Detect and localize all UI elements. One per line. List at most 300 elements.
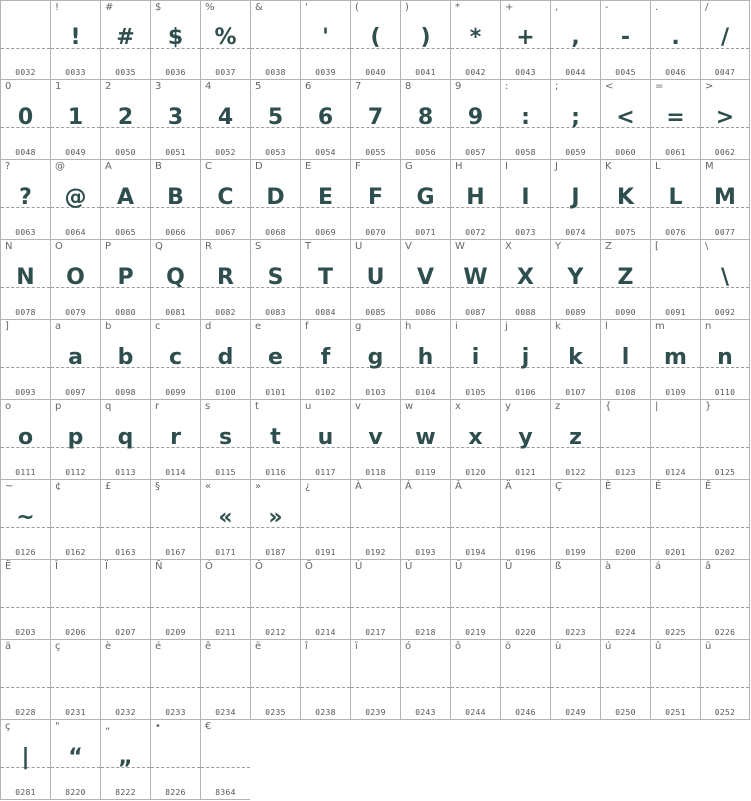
glyph-sample: Z [617, 265, 634, 290]
baseline-guide [301, 527, 350, 528]
glyph-sample: i [471, 345, 480, 370]
glyph-label: [ [655, 241, 659, 252]
glyph-sample: r [170, 425, 181, 450]
glyph-code: 0171 [215, 548, 236, 557]
glyph-sample: : [521, 105, 530, 130]
glyph-cell[interactable] [200, 480, 250, 560]
glyph-cell[interactable] [650, 160, 700, 240]
glyph-code: 0092 [714, 308, 736, 317]
glyph-cell[interactable] [300, 240, 350, 320]
glyph-label: ; [555, 81, 559, 92]
glyph-cell[interactable] [100, 640, 150, 720]
glyph-code: 0244 [465, 708, 486, 717]
glyph-sample: u [317, 425, 334, 450]
glyph-sample: X [517, 265, 534, 290]
glyph-label: § [155, 481, 160, 492]
glyph-cell[interactable] [500, 80, 550, 160]
glyph-label: F [355, 161, 361, 172]
glyph-sample: U [366, 265, 385, 290]
glyph-cell[interactable] [350, 400, 400, 480]
glyph-label: # [105, 2, 114, 13]
glyph-cell[interactable] [0, 640, 50, 720]
glyph-label: À [355, 481, 362, 492]
glyph-cell[interactable] [100, 0, 150, 80]
glyph-label: 1 [55, 81, 62, 92]
glyph-cell[interactable] [50, 640, 100, 720]
glyph-cell[interactable] [150, 160, 200, 240]
glyph-code: 0079 [65, 308, 86, 317]
glyph-label: X [505, 241, 512, 252]
glyph-code: 0058 [515, 148, 536, 157]
glyph-cell[interactable] [450, 320, 500, 400]
glyph-cell[interactable] [550, 400, 600, 480]
glyph-sample: b [117, 345, 134, 370]
glyph-cell[interactable] [700, 320, 750, 400]
glyph-label: . [655, 2, 659, 13]
baseline-guide [151, 687, 200, 688]
glyph-code: 0033 [65, 68, 86, 77]
glyph-cell[interactable] [200, 400, 250, 480]
glyph-cell[interactable] [550, 240, 600, 320]
glyph-cell[interactable] [550, 560, 600, 640]
glyph-sample: g [367, 345, 384, 370]
glyph-code: 0100 [215, 388, 236, 397]
glyph-cell[interactable] [350, 640, 400, 720]
glyph-cell[interactable] [100, 400, 150, 480]
glyph-cell[interactable] [700, 400, 750, 480]
glyph-cell[interactable] [350, 560, 400, 640]
glyph-cell[interactable] [250, 560, 300, 640]
glyph-label: A [105, 161, 112, 172]
glyph-sample: E [317, 185, 334, 210]
glyph-cell[interactable] [350, 320, 400, 400]
glyph-cell[interactable] [650, 240, 700, 320]
glyph-cell[interactable] [200, 640, 250, 720]
glyph-code: 8222 [115, 788, 136, 797]
glyph-label: v [355, 401, 361, 412]
glyph-label: a [55, 321, 62, 332]
glyph-cell[interactable] [600, 80, 650, 160]
glyph-cell[interactable] [250, 160, 300, 240]
glyph-code: 0203 [15, 628, 36, 637]
glyph-cell[interactable] [200, 560, 250, 640]
glyph-label: > [705, 81, 714, 92]
glyph-label: k [555, 321, 561, 332]
glyph-cell[interactable] [250, 640, 300, 720]
glyph-code: 0088 [515, 308, 536, 317]
baseline-guide [251, 687, 300, 688]
glyph-label: à [605, 561, 612, 572]
glyph-cell[interactable] [650, 560, 700, 640]
glyph-cell[interactable] [100, 240, 150, 320]
glyph-cell[interactable] [50, 80, 100, 160]
glyph-cell[interactable] [450, 80, 500, 160]
glyph-sample: # [116, 25, 135, 50]
glyph-sample: 5 [267, 105, 284, 130]
baseline-guide [101, 607, 150, 608]
glyph-cell[interactable] [650, 320, 700, 400]
glyph-code: 0202 [714, 548, 736, 557]
glyph-code: 0249 [565, 708, 586, 717]
glyph-label: p [55, 401, 62, 412]
glyph-sample: 1 [67, 105, 84, 130]
glyph-cell[interactable] [200, 720, 250, 800]
glyph-sample: - [620, 25, 631, 50]
glyph-label: m [655, 321, 665, 332]
glyph-code: 0040 [365, 68, 386, 77]
glyph-cell[interactable] [600, 160, 650, 240]
glyph-code: 0074 [565, 228, 586, 237]
glyph-label: q [105, 401, 112, 412]
baseline-guide [351, 687, 400, 688]
glyph-code: 8364 [215, 788, 236, 797]
glyph-cell[interactable] [400, 240, 450, 320]
glyph-cell[interactable] [300, 0, 350, 80]
glyph-code: 0084 [315, 308, 336, 317]
glyph-code: 0083 [265, 308, 286, 317]
glyph-cell[interactable] [600, 480, 650, 560]
glyph-cell[interactable] [700, 560, 750, 640]
glyph-cell[interactable] [100, 320, 150, 400]
glyph-label: ~ [5, 481, 14, 492]
glyph-cell[interactable] [400, 0, 450, 80]
glyph-cell[interactable] [0, 0, 50, 80]
glyph-cell[interactable] [400, 560, 450, 640]
glyph-label: { [605, 401, 612, 412]
glyph-code: 0117 [315, 468, 336, 477]
glyph-sample: „ [118, 745, 133, 770]
glyph-sample: e [268, 345, 283, 370]
glyph-cell[interactable] [300, 320, 350, 400]
glyph-cell[interactable] [350, 160, 400, 240]
glyph-cell[interactable] [600, 560, 650, 640]
glyph-code: 0038 [265, 68, 286, 77]
glyph-cell[interactable] [700, 160, 750, 240]
baseline-guide [701, 527, 749, 528]
glyph-code: 0063 [15, 228, 36, 237]
glyph-sample: n [717, 345, 733, 370]
glyph-cell[interactable] [0, 80, 50, 160]
glyph-code: 0050 [115, 148, 136, 157]
glyph-sample: L [668, 185, 683, 210]
glyph-cell[interactable] [550, 80, 600, 160]
glyph-code: 0103 [365, 388, 386, 397]
glyph-cell[interactable] [400, 160, 450, 240]
glyph-label: 4 [205, 81, 212, 92]
glyph-sample: 3 [167, 105, 184, 130]
glyph-sample: , [571, 25, 580, 50]
glyph-code: 0055 [365, 148, 386, 157]
glyph-cell[interactable] [500, 240, 550, 320]
glyph-cell[interactable] [550, 0, 600, 80]
glyph-sample: < [616, 105, 635, 130]
glyph-cell[interactable] [150, 400, 200, 480]
glyph-cell[interactable] [400, 80, 450, 160]
glyph-sample: K [616, 185, 635, 210]
glyph-sample: B [167, 185, 184, 210]
glyph-code: 0234 [215, 708, 236, 717]
glyph-cell[interactable] [550, 640, 600, 720]
glyph-label: â [705, 561, 712, 572]
glyph-cell[interactable] [550, 160, 600, 240]
glyph-cell[interactable] [250, 240, 300, 320]
glyph-label: è [105, 641, 112, 652]
glyph-cell[interactable] [200, 240, 250, 320]
glyph-cell[interactable] [200, 80, 250, 160]
glyph-cell[interactable] [150, 480, 200, 560]
glyph-label: Ä [505, 481, 512, 492]
glyph-cell[interactable] [150, 240, 200, 320]
glyph-cell[interactable] [50, 720, 100, 800]
glyph-label: ë [255, 641, 262, 652]
glyph-cell[interactable] [100, 560, 150, 640]
glyph-cell[interactable] [700, 80, 750, 160]
glyph-code: 0059 [565, 148, 586, 157]
glyph-cell[interactable] [50, 0, 100, 80]
glyph-cell[interactable] [500, 640, 550, 720]
glyph-cell[interactable] [500, 320, 550, 400]
glyph-cell[interactable] [150, 640, 200, 720]
glyph-cell[interactable] [150, 560, 200, 640]
glyph-code: 0106 [515, 388, 536, 397]
baseline-guide [301, 687, 350, 688]
glyph-cell[interactable] [300, 480, 350, 560]
glyph-cell[interactable] [50, 480, 100, 560]
glyph-cell[interactable] [50, 560, 100, 640]
glyph-code: 0070 [365, 228, 386, 237]
glyph-cell[interactable] [500, 400, 550, 480]
glyph-sample: 7 [367, 105, 384, 130]
glyph-cell[interactable] [100, 480, 150, 560]
glyph-code: 0119 [415, 468, 436, 477]
glyph-code: 0201 [665, 548, 686, 557]
glyph-code: 0109 [665, 388, 686, 397]
glyph-cell[interactable] [650, 0, 700, 80]
glyph-label: ß [555, 561, 562, 572]
baseline-guide [1, 687, 50, 688]
glyph-cell[interactable] [50, 240, 100, 320]
glyph-cell[interactable] [450, 400, 500, 480]
glyph-sample: V [416, 265, 435, 290]
glyph-cell[interactable] [500, 160, 550, 240]
baseline-guide [651, 447, 700, 448]
glyph-cell[interactable] [400, 320, 450, 400]
glyph-cell[interactable] [350, 0, 400, 80]
glyph-cell[interactable] [650, 640, 700, 720]
glyph-cell[interactable] [400, 640, 450, 720]
glyph-label: ¢ [55, 481, 62, 492]
glyph-code: 0200 [615, 548, 636, 557]
glyph-label: h [405, 321, 412, 332]
glyph-code: 8220 [65, 788, 86, 797]
glyph-code: 0057 [465, 148, 486, 157]
glyph-sample: 6 [317, 105, 334, 130]
glyph-cell[interactable] [600, 400, 650, 480]
glyph-cell[interactable] [400, 400, 450, 480]
glyph-sample: % [214, 25, 237, 50]
glyph-cell[interactable] [0, 480, 50, 560]
glyph-cell[interactable] [350, 240, 400, 320]
glyph-cell[interactable] [600, 240, 650, 320]
glyph-code: 0206 [65, 628, 86, 637]
glyph-cell[interactable] [350, 80, 400, 160]
glyph-cell[interactable] [300, 80, 350, 160]
glyph-label: = [655, 81, 664, 92]
glyph-cell[interactable] [650, 80, 700, 160]
glyph-cell[interactable] [650, 480, 700, 560]
glyph-code: 0243 [415, 708, 436, 717]
glyph-code: 0047 [714, 68, 736, 77]
glyph-label: z [555, 401, 561, 412]
glyph-cell[interactable] [200, 0, 250, 80]
glyph-sample: O [66, 265, 85, 290]
glyph-cell[interactable] [300, 560, 350, 640]
glyph-cell[interactable] [150, 0, 200, 80]
glyph-cell[interactable] [100, 160, 150, 240]
glyph-cell[interactable] [450, 560, 500, 640]
glyph-sample: 8 [417, 105, 434, 130]
baseline-guide [351, 607, 400, 608]
glyph-sample: k [568, 345, 583, 370]
baseline-guide [201, 607, 250, 608]
glyph-cell[interactable] [50, 400, 100, 480]
glyph-label: E [305, 161, 312, 172]
glyph-cell[interactable] [350, 480, 400, 560]
glyph-code: 0039 [315, 68, 336, 77]
glyph-code: 0085 [365, 308, 386, 317]
glyph-label: M [705, 161, 714, 172]
glyph-sample: > [715, 105, 735, 130]
glyph-code: 0226 [714, 628, 736, 637]
glyph-cell[interactable] [600, 640, 650, 720]
glyph-cell[interactable] [450, 480, 500, 560]
glyph-sample: a [68, 345, 83, 370]
glyph-cell[interactable] [150, 320, 200, 400]
glyph-label: „ [105, 721, 111, 732]
glyph-label: } [705, 401, 712, 412]
glyph-label: ç [5, 721, 11, 732]
glyph-cell[interactable] [450, 0, 500, 80]
glyph-label: G [405, 161, 413, 172]
glyph-cell[interactable] [550, 320, 600, 400]
glyph-cell[interactable] [0, 720, 50, 800]
glyph-label: / [705, 2, 709, 13]
glyph-sample: ( [370, 25, 381, 50]
glyph-cell[interactable] [300, 640, 350, 720]
glyph-code: 0035 [115, 68, 136, 77]
baseline-guide [451, 687, 500, 688]
glyph-cell[interactable] [50, 160, 100, 240]
glyph-label: Ñ [155, 561, 163, 572]
glyph-cell[interactable] [600, 0, 650, 80]
glyph-code: 0218 [415, 628, 436, 637]
glyph-label: ö [505, 641, 512, 652]
glyph-code: 0060 [615, 148, 636, 157]
glyph-cell[interactable] [700, 480, 750, 560]
baseline-guide [651, 607, 700, 608]
glyph-cell[interactable] [150, 80, 200, 160]
glyph-sample: M [714, 185, 736, 210]
glyph-cell[interactable] [450, 160, 500, 240]
glyph-cell[interactable] [0, 320, 50, 400]
glyph-cell[interactable] [150, 720, 200, 800]
glyph-label: n [705, 321, 712, 332]
glyph-cell[interactable] [600, 320, 650, 400]
glyph-label: Ú [405, 561, 413, 572]
glyph-cell[interactable] [450, 640, 500, 720]
glyph-cell[interactable] [250, 400, 300, 480]
glyph-cell[interactable] [50, 320, 100, 400]
glyph-code: 0089 [565, 308, 586, 317]
baseline-guide [551, 687, 600, 688]
glyph-code: 0082 [215, 308, 236, 317]
glyph-cell[interactable] [250, 480, 300, 560]
glyph-code: 0125 [714, 468, 736, 477]
glyph-code: 0187 [265, 548, 286, 557]
glyph-code: 0075 [615, 228, 636, 237]
glyph-label: R [205, 241, 212, 252]
glyph-cell[interactable] [250, 320, 300, 400]
glyph-cell[interactable] [550, 480, 600, 560]
glyph-cell[interactable] [100, 80, 150, 160]
glyph-cell[interactable] [250, 0, 300, 80]
baseline-guide [201, 767, 250, 768]
glyph-label: w [405, 401, 414, 412]
glyph-cell[interactable] [700, 0, 750, 80]
glyph-sample: v [368, 425, 383, 450]
glyph-code: 0080 [115, 308, 136, 317]
glyph-cell[interactable] [500, 560, 550, 640]
glyph-cell[interactable] [400, 480, 450, 560]
glyph-cell[interactable] [650, 400, 700, 480]
glyph-cell[interactable] [500, 480, 550, 560]
glyph-sample: c [168, 345, 183, 370]
glyph-label: % [205, 2, 215, 13]
baseline-guide [51, 527, 100, 528]
baseline-guide [451, 527, 500, 528]
glyph-sample: t [270, 425, 281, 450]
glyph-cell[interactable] [450, 240, 500, 320]
glyph-cell[interactable] [300, 400, 350, 480]
glyph-label: ) [405, 2, 409, 13]
glyph-cell[interactable] [300, 160, 350, 240]
glyph-cell[interactable] [0, 560, 50, 640]
glyph-cell[interactable] [0, 400, 50, 480]
glyph-code: 0209 [165, 628, 186, 637]
glyph-cell[interactable] [200, 160, 250, 240]
glyph-cell[interactable] [200, 320, 250, 400]
glyph-code: 0231 [65, 708, 86, 717]
glyph-cell[interactable] [0, 240, 50, 320]
glyph-cell[interactable] [100, 720, 150, 800]
glyph-sample: * [469, 25, 482, 50]
glyph-sample: . [671, 25, 680, 50]
glyph-cell[interactable] [500, 0, 550, 80]
glyph-label: - [605, 2, 609, 13]
glyph-code: 0246 [515, 708, 536, 717]
glyph-label: ù [555, 641, 562, 652]
glyph-sample: D [266, 185, 285, 210]
glyph-sample: 2 [117, 105, 134, 130]
glyph-cell[interactable] [700, 240, 750, 320]
glyph-cell[interactable] [0, 160, 50, 240]
glyph-cell[interactable] [700, 640, 750, 720]
baseline-guide [451, 607, 500, 608]
glyph-cell[interactable] [250, 80, 300, 160]
glyph-sample: R [217, 265, 234, 290]
glyph-code: 0081 [165, 308, 186, 317]
glyph-label: $ [155, 2, 162, 13]
